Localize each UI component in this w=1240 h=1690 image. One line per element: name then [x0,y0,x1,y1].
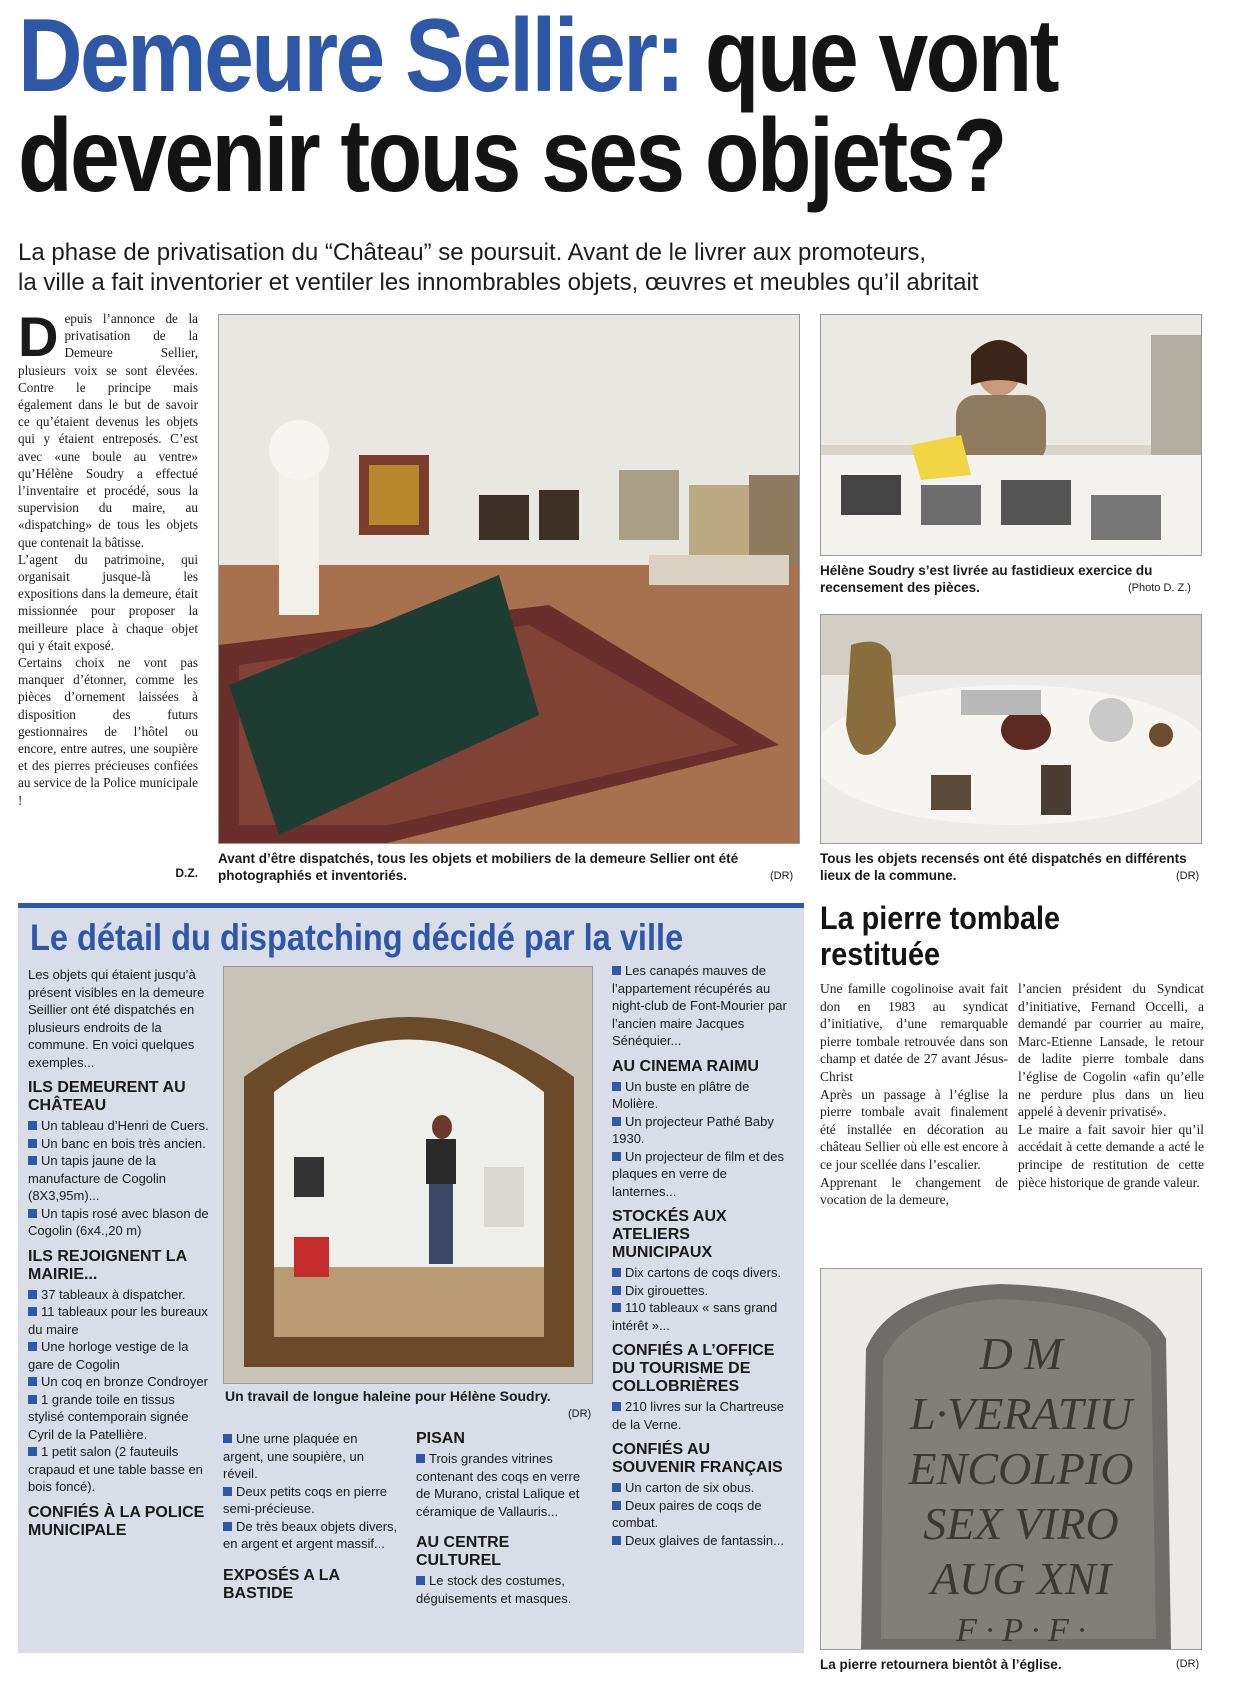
bullet-square-icon [612,1082,621,1091]
bullet-square-icon [612,1483,621,1492]
salon-illustration [219,315,800,844]
list-item: Dix girouettes. [612,1282,792,1300]
sidebar-column-2 [223,1430,398,1605]
pierre-col2-para2: Le maire a fait savoir hier qu’il accédait à cette demande a acté le principe de restitution de cette pièce historique de grande valeur. [1018,1121,1204,1190]
bullet-square-icon [612,1152,621,1161]
bullet-square-icon [28,1156,37,1165]
credit-objects-photo: (DR) [1176,870,1200,882]
intro-article [18,305,198,809]
heading-ateliers: STOCKÉS AUX ATELIERS MUNICIPAUX [612,1208,727,1261]
list-item: 37 tableaux à dispatcher. [28,1286,210,1304]
tombstone-illustration [821,1269,1202,1650]
bullet-square-icon [416,1454,425,1463]
list-item: Un projecteur Pathé Baby 1930. [612,1113,774,1146]
headline-black-part-1: que vont [704,0,1057,114]
sidebar-column-1 [28,966,210,1542]
list-item: Deux paires de coqs de combat. [612,1497,762,1530]
bullet-square-icon [612,1117,621,1126]
subhead-line-2: la ville a fait inventorier et ventiler les innombrables objets, œuvres et meubles qu’il abritait [18,269,979,296]
sidebar-column-4 [612,962,792,1549]
credit-tombstone-photo: (DR) [1176,1658,1200,1670]
caption-tombstone-photo: La pierre retournera bientôt à l’église. [820,1657,1062,1672]
pierre-col1-para3: Apprenant le changement de vocation de la demeure, [820,1174,1008,1208]
heading-pisan: PISAN [416,1430,465,1447]
list-item: Deux glaives de fantassin... [612,1532,792,1550]
sidebar-intro: Les objets qui étaient jusqu’à présent visibles en la demeure Seillier ont été dispatchés en plusieurs endroits de la commune. En voici quelques exemples... [28,967,205,1070]
bullet-square-icon [28,1209,37,1218]
headline [18,0,1057,214]
sidebar-title: Le détail du dispatching décidé par la ville [30,917,684,958]
inscription-line-6: F · P · F · [956,1612,1086,1649]
list-item: 210 livres sur la Chartreuse de la Verne. [612,1399,784,1432]
list-item: Un tableau d’Henri de Cuers. [28,1117,210,1135]
caption-objects-photo: Tous les objets recensés ont été dispatchés en différents lieux de la commune. [820,851,1187,883]
inscription-line-3: ENCOLPIO [908,1443,1134,1494]
heading-chateau: ILS DEMEURENT AU CHÂTEAU [28,1079,186,1114]
heading-office-tourisme: CONFIÉS A L’OFFICE DU TOURISME DE COLLOBRIÈRES [612,1342,775,1395]
list-item: Un banc en bois très ancien. [28,1135,210,1153]
heading-police: CONFIÉS À LA POLICE MUNICIPALE [28,1503,205,1539]
heading-cinema: AU CINEMA RAIMU [612,1057,759,1075]
bullet-square-icon [28,1377,37,1386]
caption-main-photo: Avant d’être dispatchés, tous les objets et mobiliers de la demeure Sellier ont été photographiés et inventoriés. [218,851,739,883]
bullet-square-icon [28,1447,37,1456]
list-item: 1 petit salon (2 fauteuils crapaud et une table basse en bois foncé). [28,1444,203,1494]
bullet-square-icon [223,1434,232,1443]
bullet-square-icon [28,1139,37,1148]
bullet-square-icon [612,1402,621,1411]
bullet-square-icon [223,1522,232,1531]
pierre-article-title: La pierre tombale restituée [820,900,1061,972]
author-signature: D.Z. [175,866,198,880]
list-item: Un carton de six obus. [612,1479,792,1497]
drop-cap: D [18,305,59,368]
inscription-line-1: D M [979,1328,1063,1379]
list-item: 1 grande toile en tissus stylisé contemporain signée Cyril de la Patellière. [28,1391,189,1442]
list-item: Un tapis rosé avec blason de Cogolin (6x4.,20 m) [28,1205,209,1238]
bullet-square-icon [28,1395,37,1404]
sidebar-column-3 [416,1430,594,1607]
intro-paragraph-2: L’agent du patrimoine, qui organisait jusque-là les expositions dans la demeure, était missionnée pour proposer la meilleure place à chaque objet qui y était exposé. [18,551,198,653]
list-item: Le stock des costumes, déguisements et masques. [416,1573,572,1606]
pierre-col1-para2: Après un passage à l’église la pierre tombale avait finalement été installée en décoration au château Sellier où elle est encore à ce jour scellée dans l’escalier. [820,1086,1008,1172]
list-item: Trois grandes vitrines contenant des coqs en verre de Murano, cristal Lalique et céramique de Vallauris... [416,1451,581,1519]
bullet-square-icon [612,1286,621,1295]
bullet-square-icon [28,1121,37,1130]
intro-paragraph-3: Certains choix ne vont pas manquer d’étonner, comme les pièces d’ornement laissées à disposition des futurs gestionnaires de l’hôtel ou encore, entre autres, une soupière et des pierres précieuses confiées au service de la Police municipale ! [18,655,198,808]
inscription-line-4: SEX VIRO [923,1498,1119,1549]
credit-mirror-photo: (DR) [568,1408,592,1420]
intro-paragraph-1: epuis l’annonce de la privatisation de la Demeure Sellier, plusieurs voix se sont élevées. Contre le principe mais également dans le but de savoir ce qu’étaient devenus les objets qui y étaient entreposés. C’est avec «une boule au ventre» qu’Hélène Soudry a effectué l’inventaire et procédé, sous la supervision du maire, au «dispatching» de tous les objets que contenait la bâtisse. [18,311,198,550]
credit-main-photo: (DR) [770,870,794,882]
list-item: Dix cartons de coqs divers. [612,1264,792,1282]
pierre-column-1 [820,980,1008,1209]
heading-souvenir-francais: CONFIÉS AU SOUVENIR FRANÇAIS [612,1441,783,1476]
bullet-square-icon [28,1290,37,1299]
bullet-square-icon [223,1487,232,1496]
list-item: Une urne plaquée en argent, une soupière, un réveil. [223,1431,364,1481]
list-item: De très beaux objets divers, en argent et argent massif... [223,1518,398,1551]
headline-line-1 [18,0,1057,114]
dispatching-sidebar [18,903,804,1653]
subhead-line-1: La phase de privatisation du “Château” se poursuit. Avant de le livrer aux promoteurs, [18,239,927,266]
credit-soudry-photo: (Photo D. Z.) [1128,582,1191,594]
inscription-line-2: L·VERATIU [910,1388,1132,1439]
bullet-square-icon [28,1342,37,1351]
list-item: Un projecteur de film et des plaques en verre de lanternes... [612,1148,784,1199]
inscription-line-5: AUG XNI [930,1553,1112,1604]
bullet-square-icon [612,1536,621,1545]
photo-salon-inventory [218,314,800,844]
pierre-col1-para1: Une famille cogolinoise avait fait don en 1983 au syndicat d’initiative, d’une remarquable pierre tombale retrouvée dans son champ et datée de 27 avant Jésus-Christ [820,981,1008,1084]
objects-illustration [821,615,1202,844]
list-item: 110 tableaux « sans grand intérêt »... [612,1300,778,1333]
headline-line-2: devenir tous ses objets? [18,98,1005,214]
list-item: 11 tableaux pour les bureaux du maire [28,1304,208,1337]
pierre-col2-para1: l’ancien président du Syndicat d’initiative, Fernand Occelli, a demandé par courrier au maire, Marc-Etienne Lansade, le retour de ladite pierre tombale dans l’église de Cogolin «afin qu’elle ne perdure plus dans un lieu appelé à devenir privatisé». [1018,981,1204,1120]
list-item: Un coq en bronze Condroyer [28,1373,210,1391]
caption-mirror-photo: Un travail de longue haleine pour Hélène Soudry. [225,1388,551,1404]
mirror-illustration [224,967,593,1384]
pierre-column-2 [1018,980,1204,1191]
photo-mirror [223,966,593,1384]
bullet-square-icon [416,1576,425,1585]
heading-mairie: ILS REJOIGNENT LA MAIRIE... [28,1247,187,1283]
bullet-square-icon [28,1307,37,1316]
list-item: Une horloge vestige de la gare de Cogolin [28,1339,189,1372]
photo-objects-table [820,614,1202,844]
list-item: Les canapés mauves de l’appartement récupérés au night-club de Font-Mourier par l’ancien maire Jacques Sénéquier... [612,963,787,1048]
headline-blue-part: Demeure Sellier: [18,0,683,114]
list-item: Deux petits coqs en pierre semi-précieuse. [223,1483,388,1516]
list-item: Un buste en plâtre de Molière. [612,1078,750,1111]
heading-bastide: EXPOSÉS A LA BASTIDE [223,1566,340,1602]
photo-helene-soudry [820,314,1202,556]
bullet-square-icon [612,966,621,975]
bullet-square-icon [612,1303,621,1312]
heading-centre-culturel: AU CENTRE CULTUREL [416,1534,510,1569]
bullet-square-icon [612,1501,621,1510]
subheadline [18,238,1218,298]
list-item: Un tapis jaune de la manufacture de Cogolin (8X3,95m)... [28,1153,167,1203]
photo-tombstone [820,1268,1202,1650]
caption-soudry-photo: Hélène Soudry s’est livrée au fastidieux exercice du recensement des pièces. [820,563,1153,595]
bullet-square-icon [612,1268,621,1277]
soudry-illustration [821,315,1202,556]
